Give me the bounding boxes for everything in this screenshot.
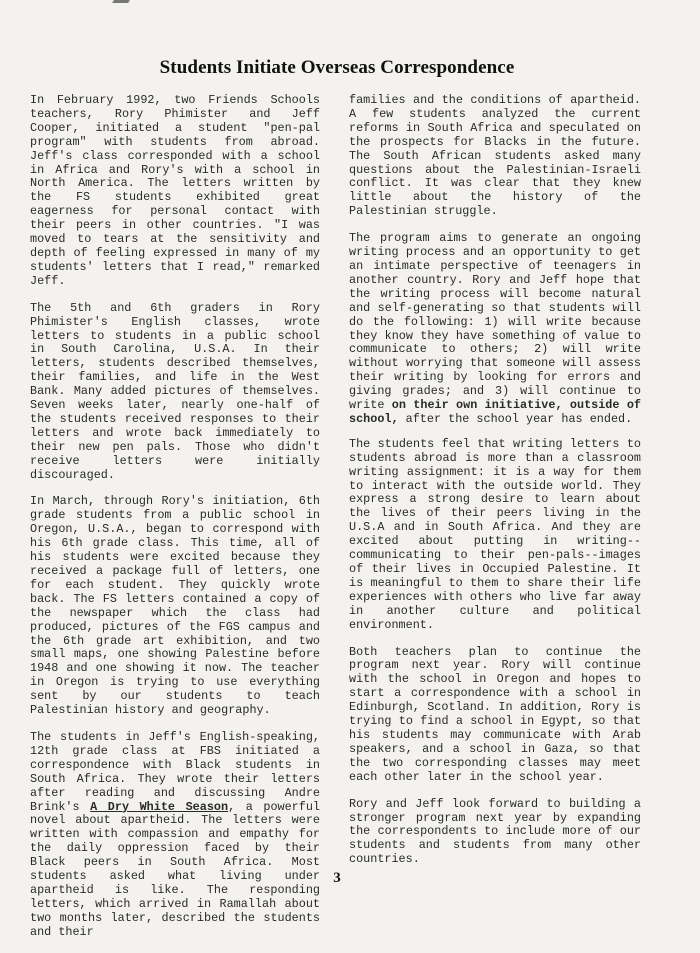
paragraph-next-year: Both teachers plan to continue the program next year. Rory will continue with the school in Oregon and hopes to start a correspondence with a school in Edinburgh, Scotland. In addition, Rory is trying to find a school in Egypt, so that his students may communicate with Arab speakers, and a school in Gaza, so that the two corresponding classes may meet each other later in the school year. — [349, 644, 641, 784]
text-segment: The program aims to generate an ongoing writing process and an opportunity to get an intimate perspective of teenagers in another country. Rory and Jeff hope that the writing process will become natural and self-generating so that students will do the following: 1) will write because they know they have something of value to communicate to others; 2) will write without worrying that someone will assess their writing by looking for errors and giving grades; and 3) will continue to write — [349, 231, 641, 413]
left-column — [30, 94, 320, 953]
emphasis-text: on their own initiative, outside of school, — [349, 398, 641, 426]
text-segment: after the school year has ended. — [398, 411, 633, 426]
book-title: A Dry White Season — [90, 799, 229, 814]
paragraph-program-aims — [349, 232, 641, 427]
paragraph-apartheid: families and the conditions of apartheid. A few students analyzed the current reforms in South Africa and speculated on the prospects for Blacks in the future. The South African students asked many questions about the Palestinian-Israeli conflict. It was clear that they knew little about the history of the Palestinian struggle. — [349, 93, 641, 219]
paragraph-intro: In February 1992, two Friends Schools teachers, Rory Phimister and Jeff Cooper, initiated a student "pen-pal program" with students from abroad. Jeff's class corresponded with a school in Africa and Rory's with a school in North America. The letters written by the FS students exhibited great eagerness for personal contact with their peers in other countries. "I was moved to tears at the sensitivity and depth of feeling expressed in many of my students' letters that I read," remarked Jeff. — [30, 93, 320, 288]
paragraph-oregon: In March, through Rory's initiation, 6th grade students from a public school in Oregon, U.S.A., began to correspond with his 6th grade class. This time, all of his students were excited because they received a package full of letters, one for each student. They quickly wrote back. The FS letters contained a copy of the newspaper which the class had produced, pictures of the FGS campus and the 6th grade art exhibition, and two small maps, one showing Palestine before 1948 and one showing it now. The teacher in Oregon is trying to use everything sent by our students to teach Palestinian history and geography. — [30, 494, 320, 718]
text-segment: , a powerful novel about apartheid. The letters were written with compassion and empathy for the daily oppression faced by their Black peers in South Africa. Most students asked what living under apartheid is like. The responding letters, which arrived in Ramallah about two months later, described the students and their — [30, 799, 321, 939]
paragraph-conclusion: Rory and Jeff look forward to building a stronger program next year by expanding the correspondents to include more of our students and students from many other countries. — [349, 796, 641, 867]
right-column — [349, 94, 641, 880]
text-segment: The students in Jeff's English-speaking, 12th grade class at FBS initiated a correspondence with Black students in South Africa. They wrote their letters after reading and discussing Andre Brink's — [30, 729, 320, 814]
article-title: Students Initiate Overseas Correspondence — [159, 57, 515, 78]
scan-mark — [112, 0, 130, 3]
paragraph-students-feel: The students feel that writing letters to students abroad is more than a classroom writing assignment: it is a way for them to interact with the outside world. They express a strong desire to learn about the lives of their peers living in the U.S.A and in South Africa. And they are excited about putting in writing--communicating to their pen-pals--images of their lives in Occupied Palestine. It is meaningful to them to share their life experiences with others who live far away in another culture and political environment. — [349, 436, 641, 632]
paragraph-south-africa — [30, 731, 320, 940]
page-number: 3 — [333, 870, 341, 886]
paragraph-south-carolina: The 5th and 6th graders in Rory Phimister's English classes, wrote letters to students in a public school in South Carolina, U.S.A. In their letters, students described themselves, their families, and life in the West Bank. Many added pictures of themselves. Seven weeks later, nearly one-half of the students received responses to their letters and wrote back immediately to their new pen pals. Those who didn't receive letters were initially discouraged. — [30, 300, 320, 482]
